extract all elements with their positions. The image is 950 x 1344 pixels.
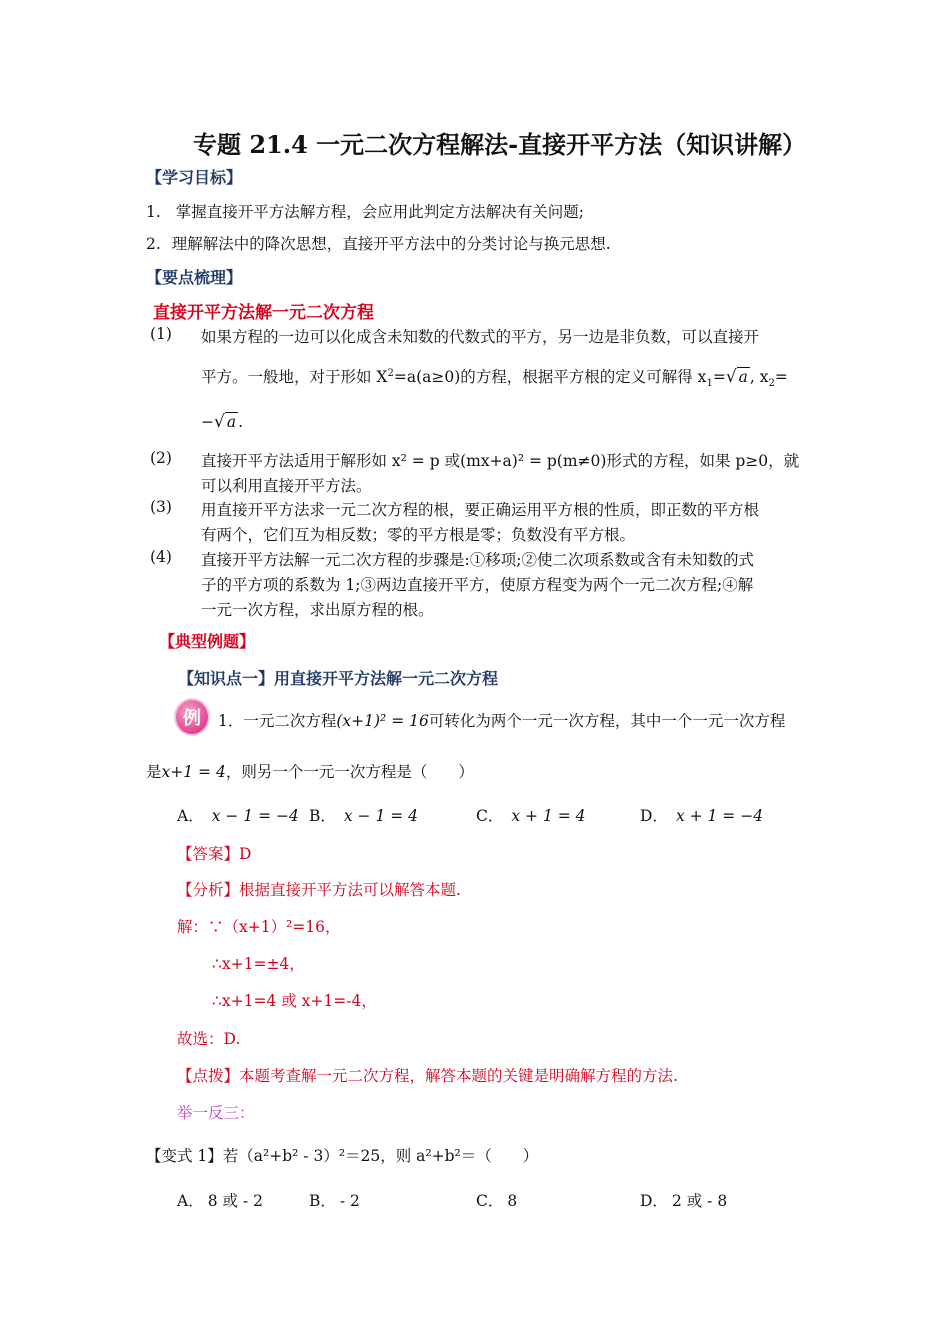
option-label: C．	[476, 1192, 504, 1210]
equation: x+1 = 4	[161, 763, 226, 781]
point-4-line2: 子的平方项的系数为 1;③两边直接开平方，使原方程变为两个一元二次方程;④解	[201, 576, 754, 594]
objective-item-1	[146, 200, 584, 222]
point-1-line2	[201, 365, 788, 389]
objective-text: 理解解法中的降次思想，直接开平方法中的分类讨论与换元思想.	[171, 235, 611, 253]
sqrt-sign: √	[725, 367, 737, 387]
subscript: 2	[768, 378, 775, 390]
option-a[interactable]	[177, 804, 299, 826]
solution-line-3: ∴x+1=4 或 x+1=-4，	[212, 992, 377, 1010]
point-1-line1: 如果方程的一边可以化成含未知数的代数式的平方，另一边是非负数，可以直接开	[201, 328, 760, 346]
point-3-line2: 有两个，它们互为相反数；零的平方根是零；负数没有平方根。	[201, 526, 636, 544]
practice-label: 举一反三：	[177, 1104, 255, 1122]
point-2-num: (2)	[150, 449, 172, 467]
examples-header: 【典型例题】	[159, 632, 256, 651]
text: ，则另一个一元一次方程是（ ）	[225, 763, 474, 781]
text: =	[712, 368, 726, 386]
text: .	[238, 413, 244, 431]
minus: −	[201, 413, 214, 431]
point-4-line1: 直接开平方法解一元二次方程的步骤是:①移项;②使二次项系数或含有未知数的式	[201, 551, 754, 569]
text: , x	[749, 368, 769, 386]
point-1-num: (1)	[150, 325, 172, 343]
option-text: x + 1 = 4	[511, 807, 586, 825]
text: 1．一元二次方程	[218, 712, 337, 730]
variant-option-b[interactable]	[309, 1189, 360, 1211]
text: 可转化为两个一元一次方程，其中一个一元一次方程	[428, 712, 786, 730]
option-text: x + 1 = −4	[675, 807, 764, 825]
option-text: - 2	[339, 1192, 360, 1210]
sqrt-radicand: a	[738, 368, 748, 386]
variant-option-d[interactable]	[640, 1189, 727, 1211]
text: 平方。一般地，对于形如 X	[201, 368, 388, 386]
analysis: 【分析】根据直接开平方法可以解答本题.	[177, 881, 461, 899]
question-1-line1	[218, 709, 785, 731]
variant-option-c[interactable]	[476, 1189, 517, 1211]
point-1-line3	[201, 412, 243, 432]
knowledge-point-1: 【知识点一】用直接开平方法解一元二次方程	[178, 669, 499, 688]
point-3-line1: 用直接开平方法求一元二次方程的根，要正确运用平方根的性质，即正数的平方根	[201, 501, 760, 519]
objective-text: 掌握直接开平方法解方程，会应用此判定方法解决有关问题;	[175, 203, 584, 221]
answer: 【答案】D	[177, 845, 252, 863]
key-points-subheader: 直接开平方法解一元二次方程	[153, 303, 374, 323]
option-label: C．	[476, 807, 504, 825]
superscript: 2	[387, 367, 394, 379]
option-text: 8	[507, 1192, 518, 1210]
equation: (x+1)² = 16	[336, 712, 429, 730]
option-label: A．	[177, 807, 204, 825]
option-text: x − 1 = 4	[343, 807, 419, 825]
key-points-header: 【要点梳理】	[146, 268, 243, 287]
page-title: 专题 21.4 一元二次方程解法-直接开平方法（知识讲解）	[193, 130, 807, 159]
option-d[interactable]	[640, 804, 763, 826]
solution-line-4: 故选：D.	[177, 1030, 241, 1048]
option-text: 8 或 - 2	[207, 1192, 263, 1210]
sqrt-radicand: a	[226, 413, 237, 431]
objectives-header: 【学习目标】	[146, 168, 243, 187]
text: 是	[146, 763, 162, 781]
option-label: B．	[309, 807, 336, 825]
tip: 【点拨】本题考查解一元二次方程，解答本题的关键是明确解方程的方法.	[177, 1067, 678, 1085]
example-badge-icon: 例	[176, 700, 208, 734]
point-2-line1: 直接开平方法适用于解形如 x² = p 或(mx+a)² = p(m≠0)形式的方程，如果 p≥0，就	[201, 452, 800, 470]
option-b[interactable]	[309, 804, 418, 826]
solution-line-1: 解：∵（x+1）²=16，	[177, 918, 341, 936]
objective-num: 1.	[146, 203, 161, 221]
point-4-line3: 一元一次方程，求出原方程的根。	[201, 601, 434, 619]
subscript: 1	[706, 378, 713, 390]
option-label: B．	[309, 1192, 336, 1210]
question-1-line2	[146, 760, 474, 782]
variant-1-question: 【变式 1】若（a²+b² - 3）²＝25，则 a²+b²＝（ ）	[146, 1147, 539, 1165]
option-label: D．	[640, 1192, 668, 1210]
point-2-line2: 可以利用直接开平方法。	[201, 477, 372, 495]
text: =	[774, 368, 788, 386]
sqrt-sign: √	[214, 412, 225, 432]
point-4-num: (4)	[150, 548, 172, 566]
objective-item-2	[146, 232, 611, 254]
solution-line-2: ∴x+1=±4，	[212, 955, 305, 973]
option-label: D．	[640, 807, 668, 825]
option-label: A．	[177, 1192, 204, 1210]
objective-num: 2.	[146, 235, 161, 253]
option-text: x − 1 = −4	[211, 807, 299, 825]
point-3-num: (3)	[150, 498, 172, 516]
variant-option-a[interactable]	[177, 1189, 263, 1211]
option-text: 2 或 - 8	[671, 1192, 728, 1210]
option-c[interactable]	[476, 804, 586, 826]
text: =a(a≥0)的方程，根据平方根的定义可解得 x	[393, 368, 707, 386]
